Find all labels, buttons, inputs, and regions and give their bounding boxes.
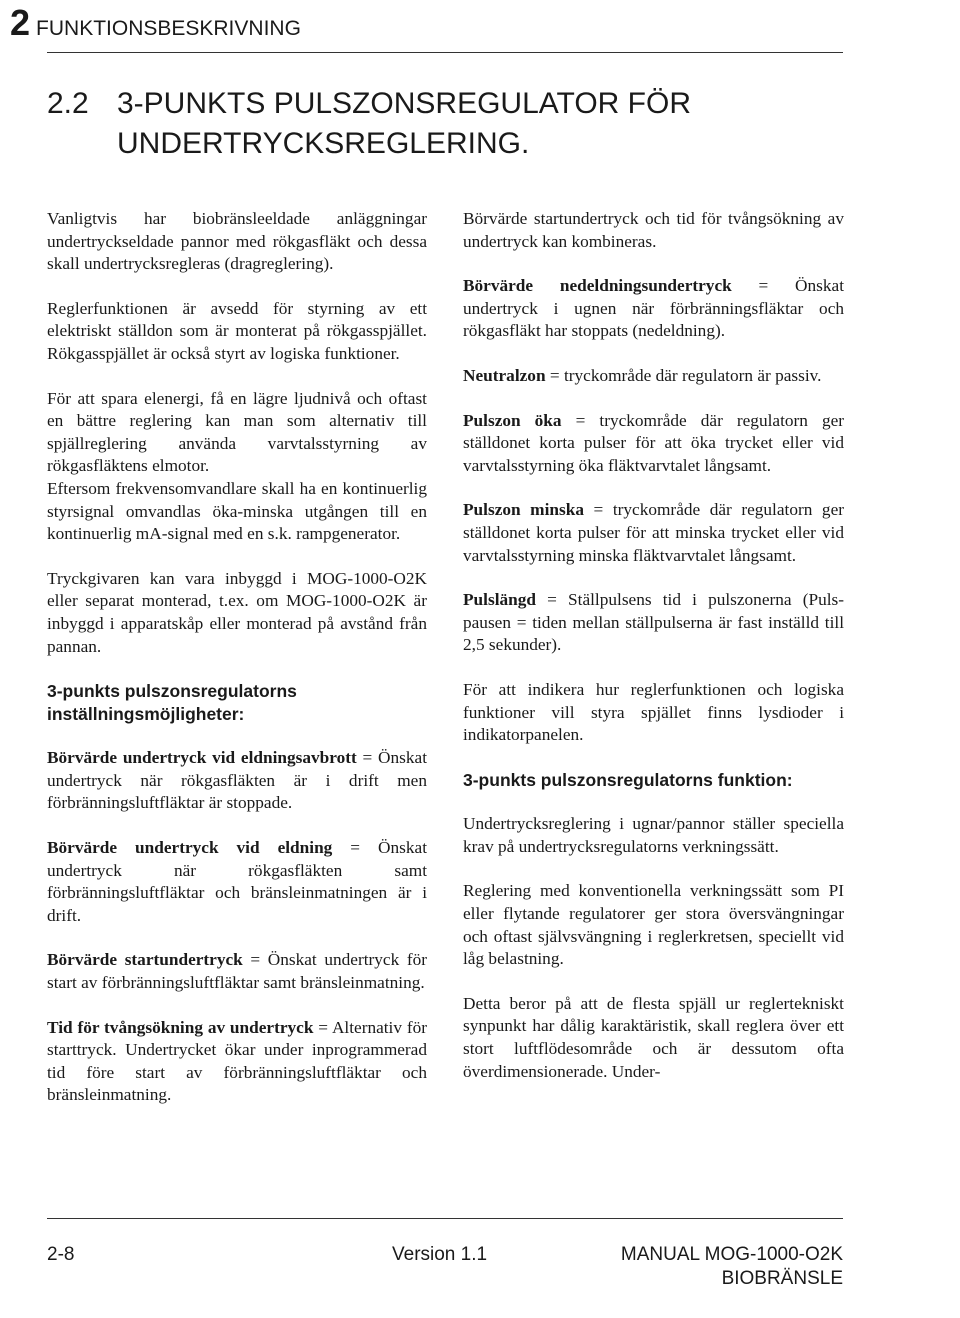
definition-item (463, 499, 844, 567)
section-heading (47, 84, 807, 164)
definition-separator: = (536, 590, 569, 610)
definition-item (463, 275, 844, 343)
definition-text: Önskat undertryck när rökgasfläkten samt förbränningsluftfläktar och bränsleinmatningen är i drift. (47, 838, 427, 925)
version-label: Version 1.1 (392, 1244, 488, 1265)
paragraph: Vanligtvis har biobränsleeldade anläggningar undertryckseldade pannor med rökgasfläkt och dessa skall undertrycksregleras (dragreglering). (47, 209, 427, 274)
definition-item (47, 747, 427, 815)
paragraph: Undertrycksreglering i ugnar/pannor ställer speciella krav på undertrycksregulatorns verkningssätt. (463, 814, 844, 856)
paragraph: För att spara elenergi, få en lägre ljudnivå och oftast en bättre reglering kan man som alternativ till spjällreglering använda varvtalsstyrning av rökgasfläktens elmotor. (47, 388, 427, 476)
definition-text: Önskat undertryck för start av förbränningsluftfläktar samt bränsleinmatning. (47, 950, 427, 993)
definition-term: Neutralzon (463, 365, 546, 385)
definition-separator: = (583, 500, 613, 520)
definition-term: Pulszon minska (463, 500, 584, 520)
paragraph: Detta beror på att de flesta spjäll ur reglertekniskt synpunkt har dålig karaktäristik, skall reglera över ett stort luftflödesområde och är dessutom ofta överdimensionerade. Under- (463, 993, 844, 1081)
definition-text: Önskat undertryck i ugnen när förbränningsfläktar och rökgasfläkt har stoppats (nedeldning). (463, 276, 844, 341)
definition-text: Ställpulsens tid i pulszonerna (Puls-pausen = tiden mellan ställpulserna är fast inställd till 2,5 sekunder). (463, 590, 844, 655)
definition-term: Börvärde undertryck vid eldningsavbrott (47, 748, 357, 768)
section-number: 2.2 (47, 87, 89, 120)
manual-title: MANUAL MOG-1000-O2K (620, 1244, 843, 1265)
definition-text: tryckområde där regulatorn ger ställdonet korta pulser för att minska trycket eller vid varvtalsstyrning minska fläktvarvtalet långsamt. (463, 500, 844, 565)
definition-separator: = (356, 748, 379, 768)
definition-separator: = (545, 365, 564, 385)
chapter-number: 2 (10, 2, 31, 43)
function-heading: 3-punkts pulszonsregulatorns funktion: (463, 769, 793, 790)
definition-text: Alternativ för starttryck. Undertrycket ökar under inprogrammerad tid före start av förbränningsluftfläktar och bränsleinmatning. (47, 1017, 427, 1105)
header-rule (47, 52, 843, 53)
manual-subtitle: BIOBRÄNSLE (721, 1268, 843, 1289)
manual-name (621, 1243, 843, 1291)
definition-text: Önskat undertryck när rökgasfläkten är i drift men förbränningsluftfläktar är stoppade. (47, 748, 427, 813)
definition-term: Börvärde nedeldningsundertryck (463, 276, 732, 296)
section-title: 3-PUNKTS PULSZONSREGULATOR FÖR UNDERTRYCKSREGLERING. (117, 87, 691, 160)
definition-text: tryckområde där regulatorn ger ställdonet korta pulser för att öka trycket eller vid varvtalsstyrning öka fläktvarvtalet långsamt. (463, 410, 845, 475)
paragraph: För att indikera hur reglerfunktionen och logiska funktioner vill styra spjället finns lysdioder i indikatorpanelen. (463, 679, 844, 745)
paragraph: Reglering med konventionella verkningssätt som PI eller flytande regulatorer ger stora översvängningar och oftast självsvängning i reglerkretsen, speciellt vid låg belastning. (463, 881, 844, 969)
settings-heading: 3-punkts pulszonsregulatorns inställningsmöjligheter: (47, 681, 297, 724)
right-column (463, 208, 844, 1105)
definition-separator: = (332, 838, 379, 858)
definition-term: Pulszon öka (463, 410, 562, 430)
definition-text: tryckområde där regulatorn är passiv. (563, 365, 822, 385)
definition-item (47, 949, 427, 994)
definition-term: Börvärde startundertryck (47, 950, 243, 970)
chapter-header (10, 2, 301, 44)
footer-rule (47, 1218, 843, 1219)
definition-term: Tid för tvångsökning av undertryck (47, 1017, 314, 1037)
left-column (47, 208, 427, 1129)
paragraph: Reglerfunktionen är avsedd för styrning av ett elektriskt ställdon som är monterat på rökgasspjället. Rökgasspjället är också styrt av logiska funktioner. (47, 298, 427, 363)
definition-separator: = (242, 950, 268, 970)
paragraph: Eftersom frekvensomvandlare skall ha en kontinuerlig styrsignal omvandlas öka-minska utgången till en kontinuerlig mA-signal med en s.k. rampgenerator. (47, 478, 427, 544)
paragraph: Tryckgivaren kan vara inbyggd i MOG-1000-O2K eller separat monterad, t.ex. om MOG-1000-O2K är inbyggd i apparatskåp eller monterad på avstånd från pannan. (47, 568, 427, 656)
definition-item (463, 410, 844, 478)
definition-item (47, 1017, 427, 1107)
paragraph: Börvärde startundertryck och tid för tvångsökning av undertryck kan kombineras. (463, 209, 844, 251)
definition-separator: = (731, 276, 796, 296)
definition-item (47, 837, 427, 927)
page-number: 2-8 (47, 1244, 75, 1265)
definition-item (463, 365, 844, 388)
chapter-title: FUNKTIONSBESKRIVNING (36, 17, 301, 40)
definition-separator: = (313, 1017, 332, 1037)
definition-item (463, 589, 844, 657)
definition-separator: = (561, 410, 600, 430)
definition-term: Pulslängd (463, 590, 536, 610)
definition-term: Börvärde undertryck vid eldning (47, 838, 333, 858)
